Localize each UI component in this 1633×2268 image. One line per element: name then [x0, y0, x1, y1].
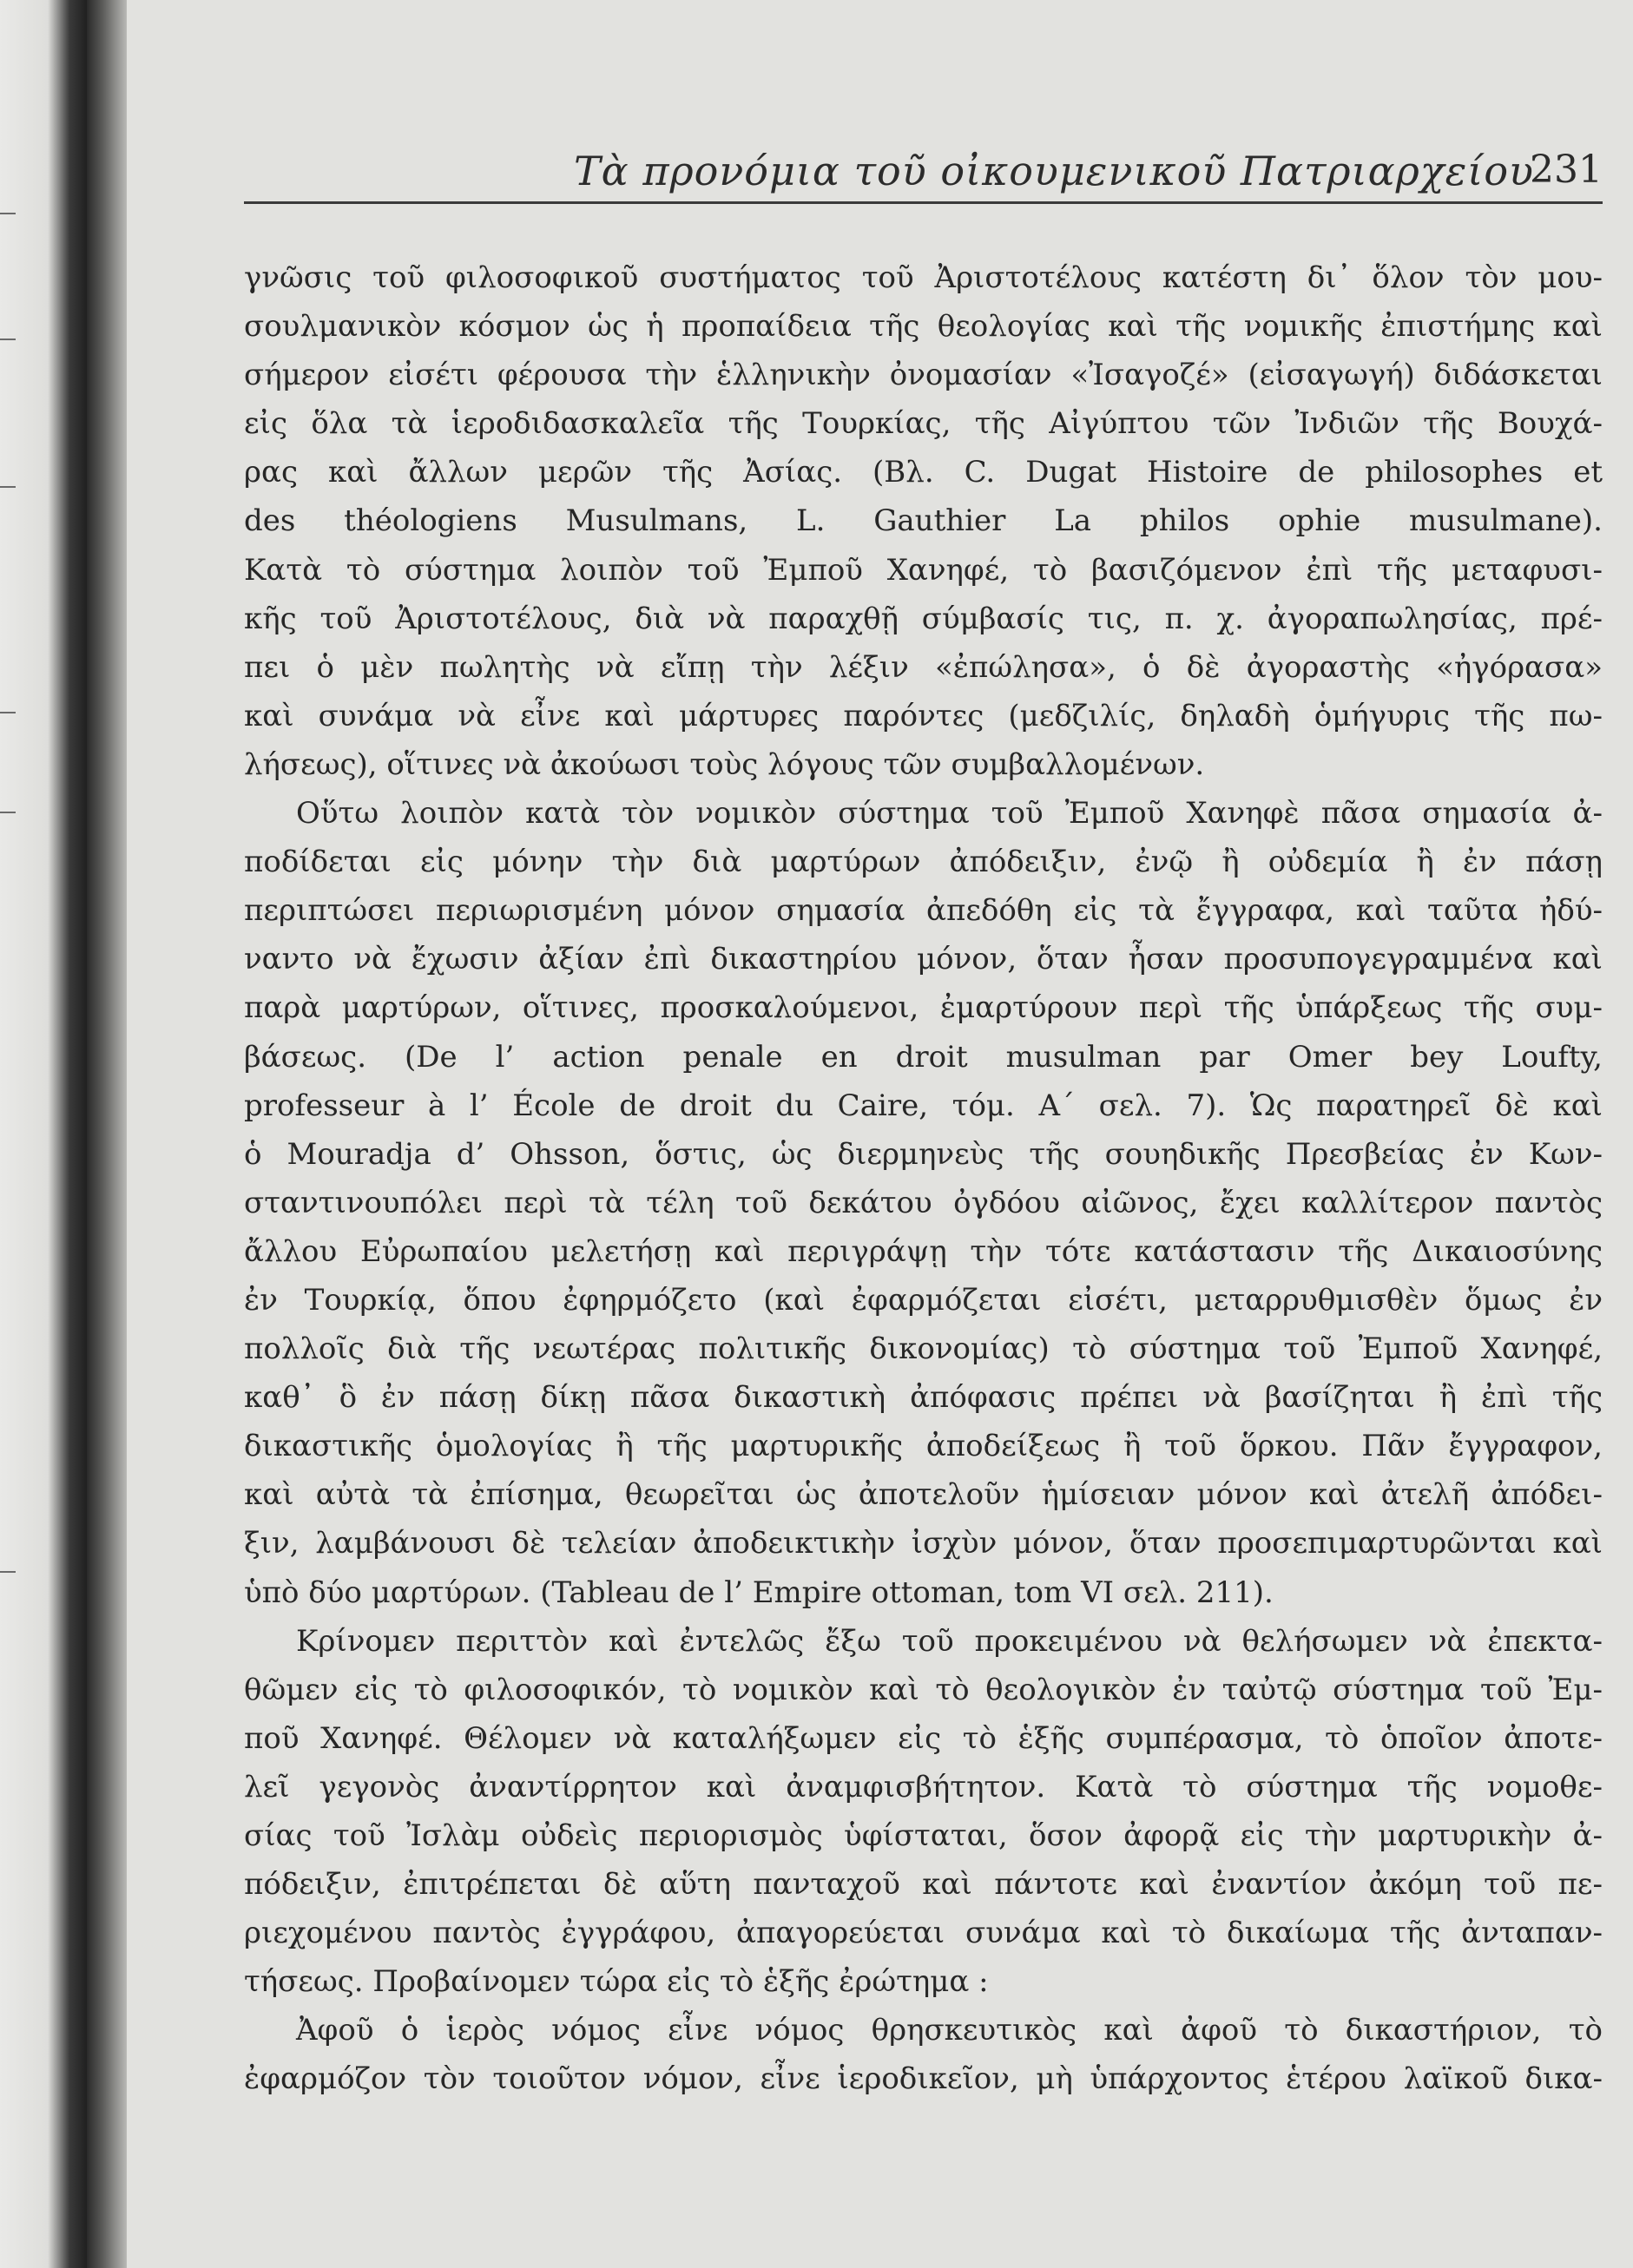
text-line: ποδίδεται εἰς μόνην τὴν διὰ μαρτύρων ἀπόδειξιν, ἐνῷ ἢ οὐδεμία ἢ ἐν πάσῃ [244, 845, 1603, 880]
page-number: 231 [1530, 148, 1603, 192]
text-line: Οὕτω λοιπὸν κατὰ τὸν νομικὸν σύστημα τοῦ Ἐμποῦ Χανηφὲ πᾶσα σημασία ἀ- [296, 796, 1603, 832]
previous-page-edge [0, 0, 87, 2268]
text-line: Κρίνομεν περιττὸν καὶ ἐντελῶς ἔξω τοῦ προκειμένου νὰ θελήσωμεν νὰ ἐπεκτα- [296, 1623, 1603, 1659]
text-line: καθ᾽ ὃ ἐν πάσῃ δίκῃ πᾶσα δικαστικὴ ἀπόφασις πρέπει νὰ βασίζηται ἢ ἐπὶ τῆς [244, 1380, 1603, 1416]
text-line: τήσεως. Προβαίνομεν τώρα εἰς τὸ ἑξῆς ἐρώτημα : [244, 1964, 989, 2000]
text-line: ἄλλου Εὐρωπαίου μελετήσῃ καὶ περιγράψῃ τὴν τότε κατάστασιν τῆς Δικαιοσύνης [244, 1233, 1603, 1269]
text-line: σήμερον εἰσέτι φέρουσα τὴν ἑλληνικὴν ὀνομασίαν «Ἰσαγοζέ» (εἰσαγωγή) διδάσκεται [244, 358, 1603, 393]
text-line: des théologiens Musulmans, L. Gauthier La philos ophie musulmane). [244, 503, 1603, 539]
text-line: κῆς τοῦ Ἀριστοτέλους, διὰ νὰ παραχθῇ σύμβασίς τις, π. χ. ἀγοραπωλησίας, πρέ- [244, 601, 1603, 636]
page-edge-mark [0, 486, 16, 488]
text-line: σουλμανικὸν κόσμον ὡς ἡ προπαίδεια τῆς θεολογίας καὶ τῆς νομικῆς ἐπιστήμης καὶ [244, 309, 1603, 345]
text-line: παρὰ μαρτύρων, οἵτινες, προσκαλούμενοι, ἐμαρτύρουν περὶ τῆς ὑπάρξεως τῆς συμ- [244, 990, 1603, 1026]
text-line: ποῦ Χανηφέ. Θέλομεν νὰ καταλήξωμεν εἰς τὸ ἑξῆς συμπέρασμα, τὸ ὁποῖον ἀποτε- [244, 1720, 1603, 1756]
text-line: περιπτώσει περιωρισμένη μόνον σημασία ἀπεδόθη εἰς τὰ ἔγγραφα, καὶ ταῦτα ἠδύ- [244, 893, 1603, 929]
text-line: ξιν, λαμβάνουσι δὲ τελείαν ἀποδεικτικὴν ἰσχὺν μόνον, ὅταν προσεπιμαρτυρῶνται καὶ [244, 1526, 1603, 1561]
text-line: πόδειξιν, ἐπιτρέπεται δὲ αὕτη πανταχοῦ καὶ πάντοτε καὶ ἐναντίον ἀκόμη τοῦ πε- [244, 1867, 1603, 1903]
text-line: πει ὁ μὲν πωλητὴς νὰ εἴπῃ τὴν λέξιν «ἐπώλησα», ὁ δὲ ἀγοραστὴς «ἠγόρασα» [244, 649, 1603, 685]
text-line: ἐν Τουρκίᾳ, ὅπου ἐφηρμόζετο (καὶ ἐφαρμόζεται εἰσέτι, μεταρρυθμισθὲν ὅμως ἐν [244, 1282, 1603, 1318]
text-line: professeur à l’ École de droit du Caire, τόμ. Α΄ σελ. 7). Ὡς παρατηρεῖ δὲ καὶ [244, 1088, 1603, 1123]
text-line: καὶ αὐτὰ τὰ ἐπίσημα, θεωρεῖται ὡς ἀποτελοῦν ἡμίσειαν μόνον καὶ ἀτελῆ ἀπόδει- [244, 1477, 1603, 1513]
page-edge-mark [0, 213, 16, 214]
text-line: εἰς ὅλα τὰ ἱεροδιδασκαλεῖα τῆς Τουρκίας, τῆς Αἰγύπτου τῶν Ἰνδιῶν τῆς Βουχά- [244, 406, 1603, 442]
page-header [244, 148, 1603, 208]
text-line: καὶ συνάμα νὰ εἶνε καὶ μάρτυρες παρόντες (μεδζιλίς, δηλαδὴ ὁμήγυρις τῆς πω- [244, 698, 1603, 733]
text-line: ὑπὸ δύο μαρτύρων. (Tableau de l’ Empire ottoman, tom VI σελ. 211). [244, 1574, 1274, 1610]
text-line: γνῶσις τοῦ φιλοσοφικοῦ συστήματος τοῦ Ἀριστοτέλους κατέστη δι᾽ ὅλον τὸν μου- [244, 260, 1603, 295]
text-line: ναντο νὰ ἔχωσιν ἀξίαν ἐπὶ δικαστηρίου μόνον, ὅταν ἦσαν προσυπογεγραμμένα καὶ [244, 942, 1603, 977]
page-edge-mark [0, 712, 16, 713]
page-edge-mark [0, 339, 16, 340]
page-edge-mark [0, 812, 16, 813]
book-page [127, 0, 1633, 2268]
text-line: σίας τοῦ Ἰσλὰμ οὐδεὶς περιορισμὸς ὑφίσταται, ὅσον ἀφορᾷ εἰς τὴν μαρτυρικὴν ἀ- [244, 1818, 1603, 1853]
text-line: ρας καὶ ἄλλων μερῶν τῆς Ἀσίας. (Βλ. C. Dugat Histoire de philosophes et [244, 455, 1603, 490]
text-line: Ἀφοῦ ὁ ἱερὸς νόμος εἶνε νόμος θρησκευτικὸς καὶ ἀφοῦ τὸ δικαστήριον, τὸ [296, 2013, 1603, 2048]
text-line: ὁ Mouradja d’ Ohsson, ὅστις, ὡς διερμηνεὺς τῆς σουηδικῆς Πρεσβείας ἐν Κων- [244, 1136, 1603, 1172]
book-gutter-shadow [87, 0, 127, 2268]
text-line: ριεχομένου παντὸς ἐγγράφου, ἀπαγορεύεται συνάμα καὶ τὸ δικαίωμα τῆς ἀνταπαν- [244, 1916, 1603, 1951]
text-line: πολλοῖς διὰ τῆς νεωτέρας πολιτικῆς δικονομίας) τὸ σύστημα τοῦ Ἐμποῦ Χανηφέ, [244, 1331, 1603, 1367]
text-line: θῶμεν εἰς τὸ φιλοσοφικόν, τὸ νομικὸν καὶ τὸ θεολογικὸν ἐν ταὐτῷ σύστημα τοῦ Ἐμ- [244, 1672, 1603, 1707]
text-line: ἐφαρμόζον τὸν τοιοῦτον νόμον, εἶνε ἱεροδικεῖον, μὴ ὑπάρχοντος ἑτέρου λαϊκοῦ δικα- [244, 2061, 1603, 2097]
header-rule [244, 201, 1603, 204]
page-edge-mark [0, 1571, 16, 1573]
text-line: βάσεως. (De l’ action penale en droit musulman par Omer bey Loufty, [244, 1039, 1603, 1075]
running-title: Τὰ προνόμια τοῦ οἰκουμενικοῦ Πατριαρχείου [574, 148, 1534, 194]
text-line: σταντινουπόλει περὶ τὰ τέλη τοῦ δεκάτου ὀγδόου αἰῶνος, ἔχει καλλίτερον παντὸς [244, 1185, 1603, 1220]
text-line: λεῖ γεγονὸς ἀναντίρρητον καὶ ἀναμφισβήτητον. Κατὰ τὸ σύστημα τῆς νομοθε- [244, 1769, 1603, 1805]
text-line: λήσεως), οἵτινες νὰ ἀκούωσι τοὺς λόγους τῶν συμβαλλομένων. [244, 746, 1205, 782]
text-line: Κατὰ τὸ σύστημα λοιπὸν τοῦ Ἐμποῦ Χανηφέ, τὸ βασιζόμενον ἐπὶ τῆς μεταφυσι- [244, 552, 1603, 588]
text-line: δικαστικῆς ὁμολογίας ἢ τῆς μαρτυρικῆς ἀποδείξεως ἢ τοῦ ὅρκου. Πᾶν ἔγγραφον, [244, 1429, 1603, 1464]
body-text [244, 253, 1603, 2104]
